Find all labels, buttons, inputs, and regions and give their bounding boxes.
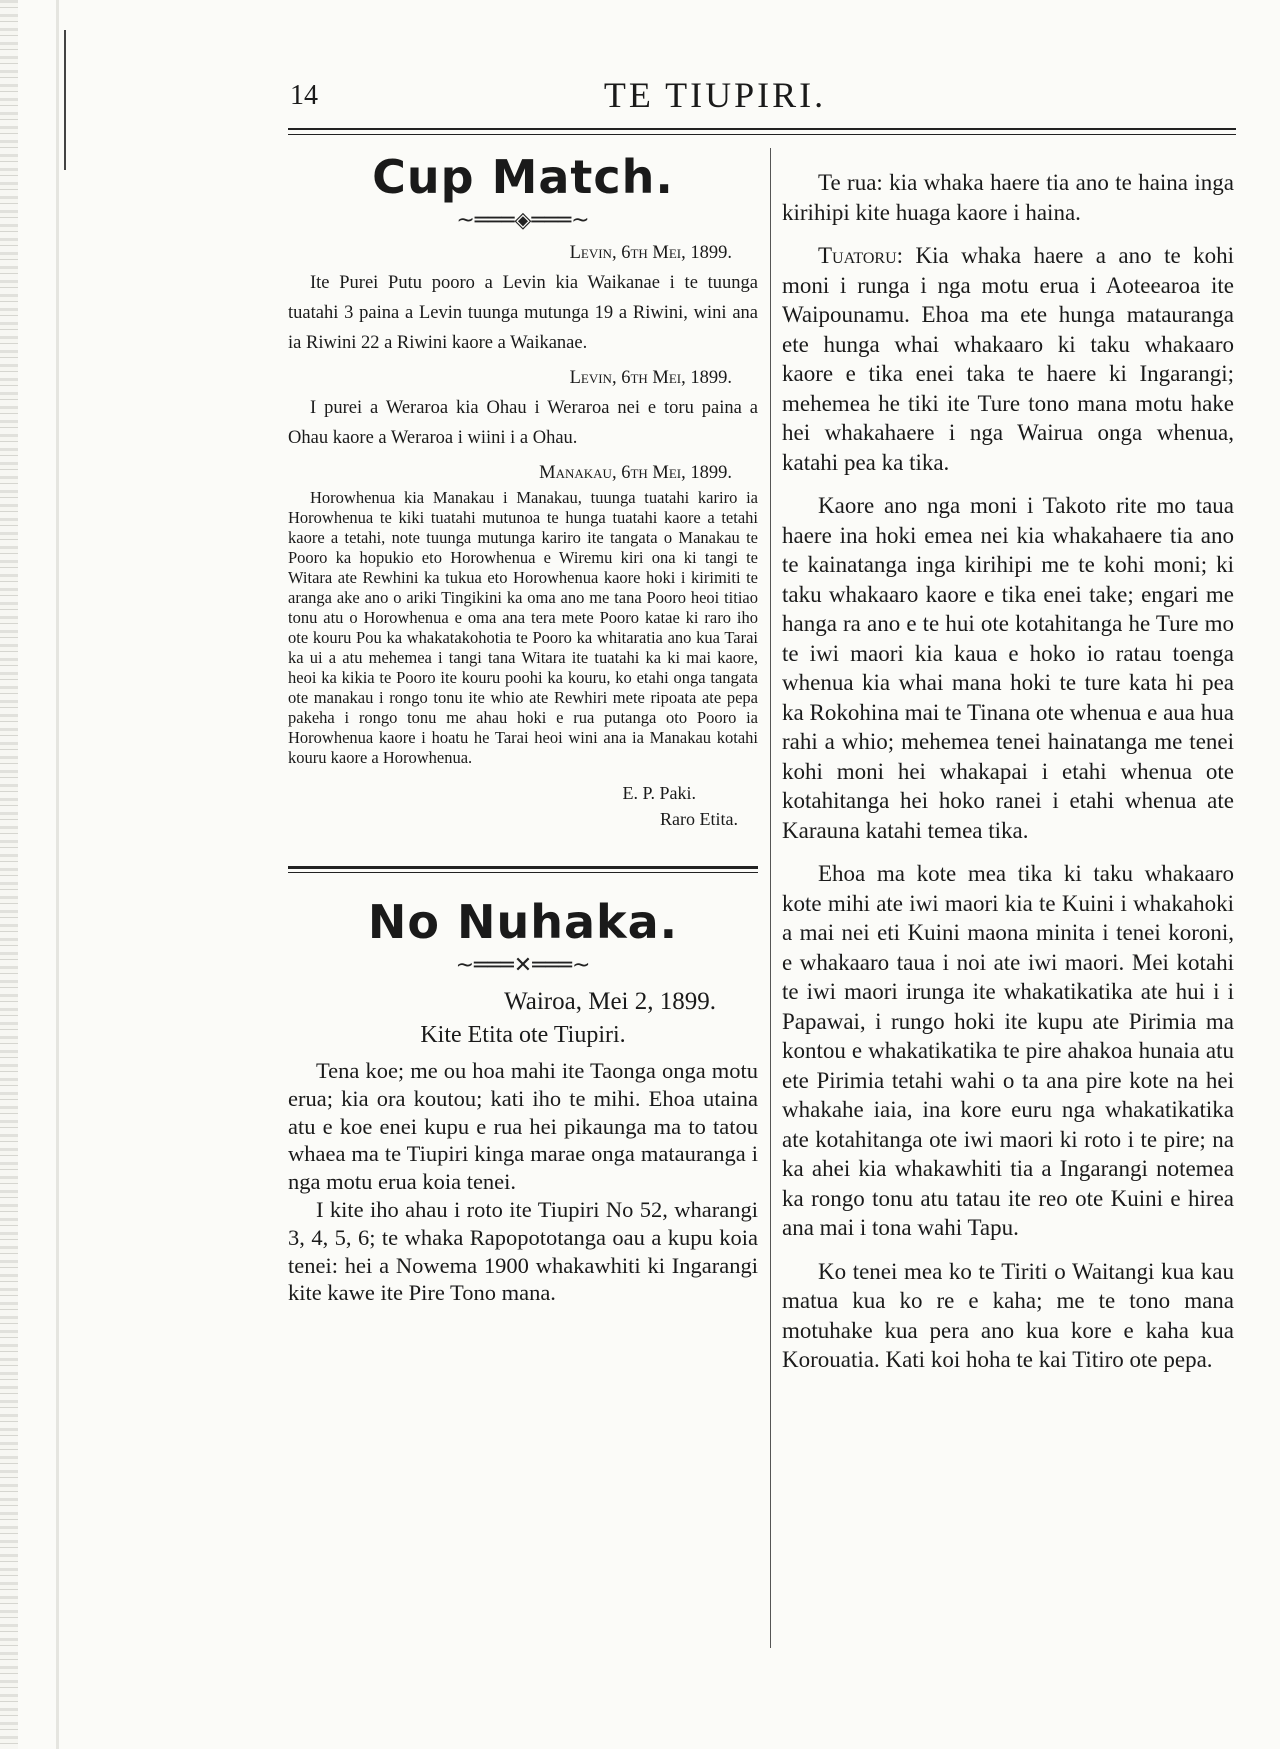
report-text: Horowhenua kia Manakau i Manakau, tuunga tuatahi kariro ia Horowhenua te kiki tuatahi mutunoa te hunga tuatahi kaore a tetahi kaore a tetahi, note tuunga mutunga kariro ite tangata o Manakau te Pooro ka hopukio eto Horowhenua e Wiremu kiri ona ki tangi te Witara ate Rewhini ka tukua eto Horowhenua kaore hoki i kirimiti te aranga ake ano o ariki Tingikini ka oma ano me tana Pooro heoi titiao tonu atu o Horowhenua e oma ana tera mete Pooro katae ki raro iho ote kouru Pou ka whakatakohotia te Pooro ka whitaratia ano kua Tarai ka ui a atu mehemea i tangi tana Witara ite tuatahi ka ki mai kaore, heoi ka kikia te Pooro ite kouru poohi ka kouru, ko etahi onga tangata ote manakau i rongo tonu ite whio ate Rewhiri mete ripoata ate pepa pakeha i rongo tonu me ahau hoki e rua putanga oto Pooro ia Horowhenua kaore i hoatu he Tarai heoi wini ana ia Manakau kotahi kouru kaore a Horowhenua.	[288, 488, 758, 767]
signature-name: E. P. Paki.	[622, 783, 696, 803]
report-text: Ite Purei Putu pooro a Levin kia Waikanae i te tuunga tuatahi 3 paina a Levin tuunga mutunga 19 a Riwini, wini ana ia Riwini 22 a Riwini kaore a Waikanae.	[288, 273, 758, 353]
header-rule	[288, 128, 1236, 130]
header-rule-thin	[288, 134, 1236, 135]
report-dateline: Levin, 6th Mei, 1899.	[569, 368, 732, 388]
report-text: I purei a Weraroa kia Ohau i Weraroa nei e toru paina a Ohau kaore a Weraroa i wiini i a Ohau.	[288, 398, 758, 448]
letter-body	[288, 1057, 758, 1307]
no-nuhaka-heading: No Nuhaka.	[367, 895, 679, 949]
signature-title: Raro Etita.	[660, 809, 738, 829]
letter-paragraph: Tena koe; me ou hoa mahi ite Taonga onga motu erua; kia ora koutou; kati iho te mihi. Ehoa utaina atu e koe enei kupu e rua hei pikaunga ma to tatou whaea ma te Tiupiri kinga marae onga matauranga i nga motu erua koia tenei.	[288, 1058, 758, 1195]
scan-margin-line	[56, 0, 59, 1749]
article-paragraph: Ehoa ma kote mea tika ki taku whakaaro kote mihi ate iwi maori kia te Kuini i whakahoki a mai nei eti Kuini maona minita i tenei koroni, e whakaaro taua i noi ate iwi maori. Mei kotahi te iwi maori irunga ite whakatikatika ate hui i i Papawai, i rungo hoki ite kupu ate Pirimia ma kontou e whakatikatika te pire ahakoa hunaia atu ete Pirimia tetahi wahi o ta ana pire kote na hei whakahe iaia, ina kore euru nga whakatikatika ate kotahitanga ote iwi maori ki roto i te pire; na ka ahei kia whakawhiti tia a Ingarangi notemea ka rongo tonu atu tatau ite reo ote Kuini e hirea ana mai i tona wahi Tapu.	[782, 861, 1234, 1240]
journal-title: TE TIUPIRI.	[603, 75, 827, 115]
article-paragraph: Tuatoru: Kia whaka haere a ano te kohi moni i runga i nga motu erua i Aoteearoa ite Waipounamu. Ehoa ma ete hunga matauranga ete hunga whai whakaaro ki taku whakaaro kaore e tika enei taka te haere ki Ingarangi; mehemea he tiki ite Ture tono mana motu hake hei whakahaere i nga Wairua onga whenua, katahi pea ka tika.	[782, 243, 1234, 475]
left-column	[288, 150, 758, 1307]
article-paragraph: Kaore ano nga moni i Takoto rite mo taua haere ina hoki emea nei kia whakahaere tia ano te kainatanga inga kirihipi me te kohi moni; ki taku whakaaro kaore e tika enei take; engari me hanga ra ano e te hui ote kotahitanga he Ture mo te iwi maori kia kaua e hoko io ratau toenga whenua kia whai mana hoki te ture kata hi pea ka Rokohina mai te Tinana ote whenua e aua hua rahi a whio; mehemea tenei hainatanga me tenei kohi moni hei whakapai i etahi whenua ote kotahitanga hei hoko ranei i etahi whenua ate Karauna katahi temea tika.	[782, 493, 1234, 843]
right-column	[782, 168, 1234, 1389]
letter-dateline: Wairoa, Mei 2, 1899.	[504, 988, 716, 1015]
letter-paragraph: I kite iho ahau i roto ite Tiupiri No 52, wharangi 3, 4, 5, 6; te whaka Rapopototanga oau a kupu koia tenei: hei a Nowema 1900 whakawhiti ki Ingarangi kite kawe ite Pire Tono mana.	[288, 1196, 758, 1306]
cup-match-heading: Cup Match.	[372, 150, 674, 204]
paragraph-lead: Tuatoru:	[818, 243, 904, 268]
page-number: 14	[290, 80, 318, 111]
ornament-divider: ~═══✕═══~	[455, 953, 591, 978]
letter-salutation: Kite Etita ote Tiupiri.	[420, 1022, 626, 1048]
ornament-divider: ~═══◈═══~	[456, 208, 590, 233]
section-rule-thin	[288, 872, 758, 873]
article-paragraph: Te rua: kia whaka haere tia ano te haina inga kirihipi kite huaga kaore i haina.	[782, 170, 1234, 225]
report-dateline: Levin, 6th Mei, 1899.	[569, 243, 732, 263]
column-divider	[770, 148, 771, 1648]
section-rule	[288, 866, 758, 869]
scan-margin	[0, 0, 18, 1749]
article-paragraph: Ko tenei mea ko te Tiriti o Waitangi kua kau matua kua ko re e kaha; me te tono mana motuhake kua pera ano kua kore e kaha kua Korouatia. Kati koi hoha te kai Titiro ote pepa.	[782, 1258, 1234, 1372]
report-dateline: Manakau, 6th Mei, 1899.	[539, 463, 732, 483]
